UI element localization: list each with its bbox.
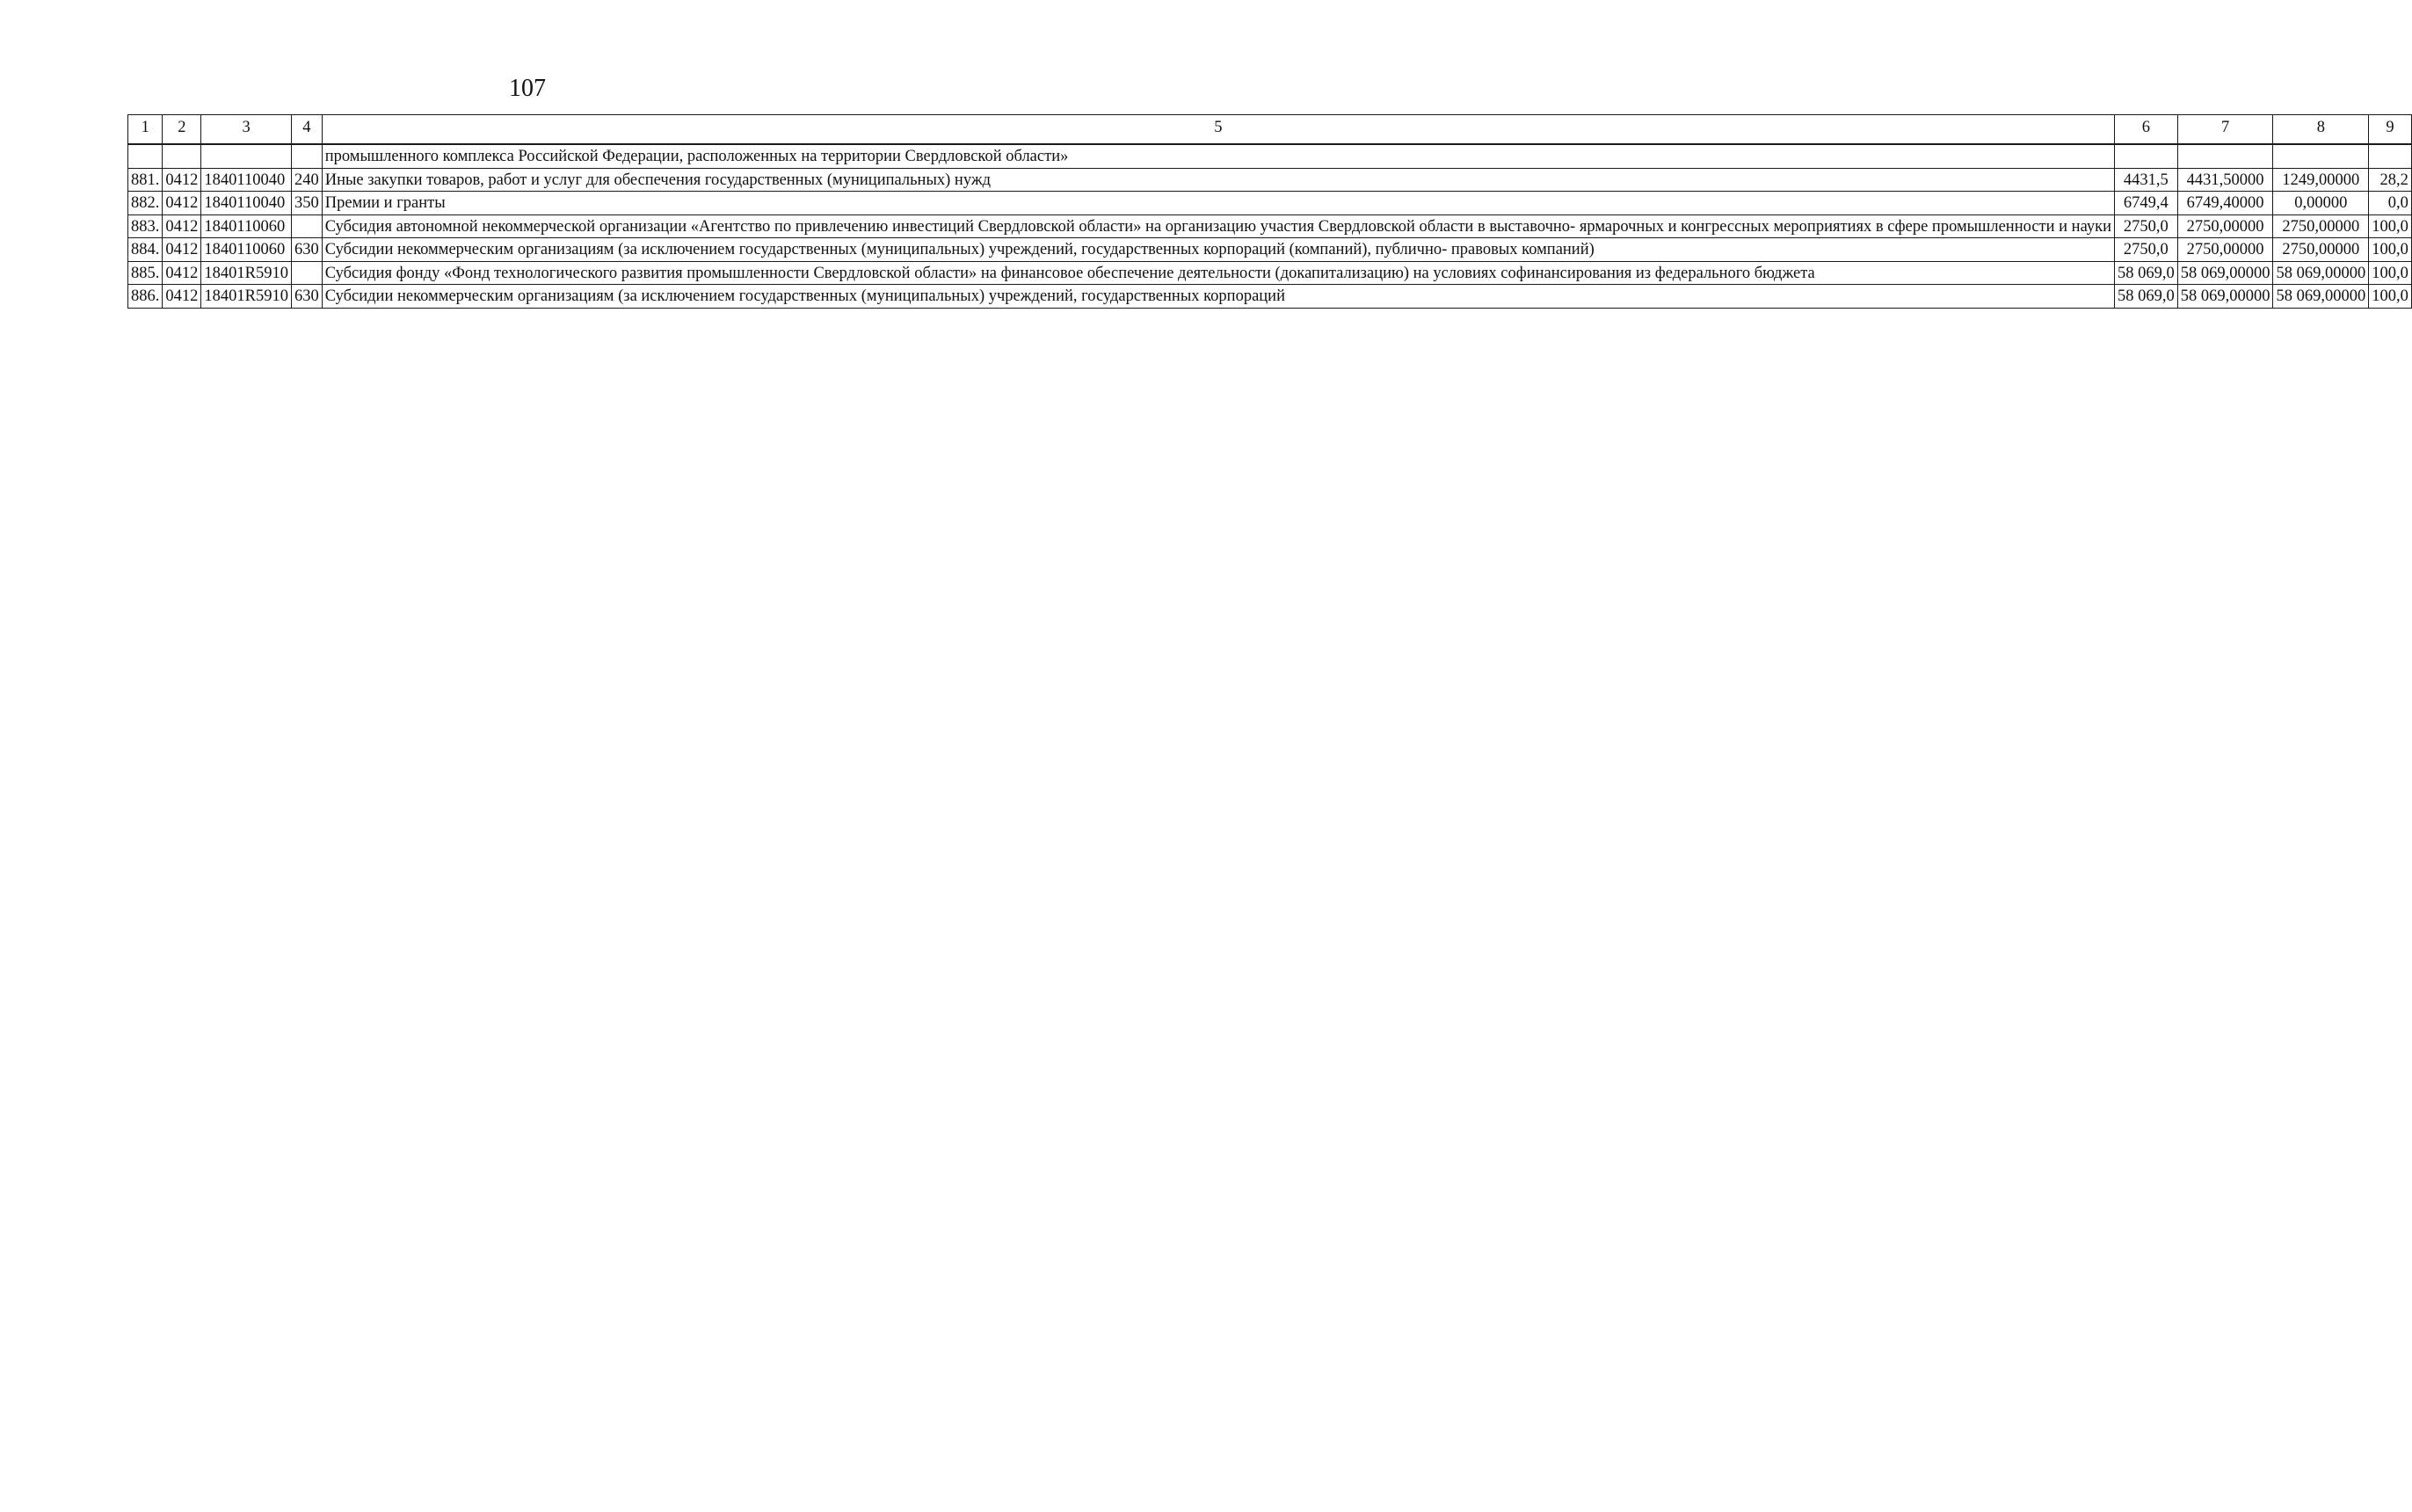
target-article-code: 1840110040 bbox=[201, 168, 292, 192]
table-row-882 bbox=[128, 192, 2412, 215]
item-name: Субсидии некоммерческим организациям (за исключением государственных (муниципальных) учреждений, государственных корпораций (компаний), публично- правовых компаний) bbox=[322, 238, 2114, 262]
expense-type-code bbox=[291, 261, 322, 285]
value-col-7: 4431,50000 bbox=[2177, 168, 2273, 192]
section-code: 0412 bbox=[163, 192, 201, 215]
item-name: промышленного комплекса Российской Федерации, расположенных на территории Свердловской области» bbox=[322, 144, 2114, 168]
item-name: Субсидия фонду «Фонд технологического развития промышленности Свердловской области» на финансовое обеспечение деятельности (докапитализацию) на условиях софинансирования из федерального бюджета bbox=[322, 261, 2114, 285]
expense-type-code bbox=[291, 144, 322, 168]
section-code bbox=[163, 144, 201, 168]
value-col-9: 100,0 bbox=[2369, 214, 2412, 238]
item-name: Премии и гранты bbox=[322, 192, 2114, 215]
header-cell-5: 5 bbox=[322, 115, 2114, 145]
value-col-7: 2750,00000 bbox=[2177, 238, 2273, 262]
section-code: 0412 bbox=[163, 285, 201, 309]
value-col-6: 2750,0 bbox=[2114, 214, 2177, 238]
header-cell-7: 7 bbox=[2177, 115, 2273, 145]
value-col-7: 6749,40000 bbox=[2177, 192, 2273, 215]
target-article-code: 1840110040 bbox=[201, 192, 292, 215]
value-col-6: 58 069,0 bbox=[2114, 285, 2177, 309]
value-col-6: 58 069,0 bbox=[2114, 261, 2177, 285]
expense-type-code: 630 bbox=[291, 238, 322, 262]
table-header bbox=[128, 115, 2412, 145]
item-name: Субсидии некоммерческим организациям (за исключением государственных (муниципальных) учреждений, государственных корпораций bbox=[322, 285, 2114, 309]
header-row bbox=[128, 115, 2412, 145]
target-article-code: 1840110060 bbox=[201, 214, 292, 238]
table-row-continuation bbox=[128, 144, 2412, 168]
header-cell-6: 6 bbox=[2114, 115, 2177, 145]
row-number: 883. bbox=[128, 214, 163, 238]
page-number: 107 bbox=[509, 75, 546, 102]
item-name: Субсидия автономной некоммерческой организации «Агентство по привлечению инвестиций Свердловской области» на организацию участия Свердловской области в выставочно- ярмарочных и конгрессных мероприятиях в сфере промышленности и науки bbox=[322, 214, 2114, 238]
header-cell-9: 9 bbox=[2369, 115, 2412, 145]
target-article-code: 18401R5910 bbox=[201, 261, 292, 285]
item-name: Иные закупки товаров, работ и услуг для обеспечения государственных (муниципальных) нужд bbox=[322, 168, 2114, 192]
row-number: 881. bbox=[128, 168, 163, 192]
value-col-8: 58 069,00000 bbox=[2273, 261, 2369, 285]
value-col-7 bbox=[2177, 144, 2273, 168]
value-col-7: 58 069,00000 bbox=[2177, 285, 2273, 309]
row-number: 886. bbox=[128, 285, 163, 309]
expense-type-code: 350 bbox=[291, 192, 322, 215]
table-row-885 bbox=[128, 261, 2412, 285]
table-row-883 bbox=[128, 214, 2412, 238]
value-col-6: 6749,4 bbox=[2114, 192, 2177, 215]
target-article-code: 1840110060 bbox=[201, 238, 292, 262]
value-col-8: 0,00000 bbox=[2273, 192, 2369, 215]
section-code: 0412 bbox=[163, 238, 201, 262]
value-col-8 bbox=[2273, 144, 2369, 168]
section-code: 0412 bbox=[163, 168, 201, 192]
row-number: 885. bbox=[128, 261, 163, 285]
row-number bbox=[128, 144, 163, 168]
value-col-8: 2750,00000 bbox=[2273, 214, 2369, 238]
value-col-7: 2750,00000 bbox=[2177, 214, 2273, 238]
value-col-7: 58 069,00000 bbox=[2177, 261, 2273, 285]
value-col-8: 2750,00000 bbox=[2273, 238, 2369, 262]
header-cell-2: 2 bbox=[163, 115, 201, 145]
target-article-code bbox=[201, 144, 292, 168]
target-article-code: 18401R5910 bbox=[201, 285, 292, 309]
value-col-9: 0,0 bbox=[2369, 192, 2412, 215]
header-cell-3: 3 bbox=[201, 115, 292, 145]
value-col-6: 4431,5 bbox=[2114, 168, 2177, 192]
value-col-9: 100,0 bbox=[2369, 261, 2412, 285]
expense-type-code bbox=[291, 214, 322, 238]
row-number: 884. bbox=[128, 238, 163, 262]
value-col-9: 100,0 bbox=[2369, 238, 2412, 262]
header-cell-8: 8 bbox=[2273, 115, 2369, 145]
value-col-6 bbox=[2114, 144, 2177, 168]
header-cell-1: 1 bbox=[128, 115, 163, 145]
value-col-6: 2750,0 bbox=[2114, 238, 2177, 262]
budget-table bbox=[127, 114, 2412, 309]
expense-type-code: 630 bbox=[291, 285, 322, 309]
header-cell-4: 4 bbox=[291, 115, 322, 145]
table-body bbox=[128, 144, 2412, 308]
table-row-884 bbox=[128, 238, 2412, 262]
value-col-9: 28,2 bbox=[2369, 168, 2412, 192]
value-col-8: 58 069,00000 bbox=[2273, 285, 2369, 309]
expense-type-code: 240 bbox=[291, 168, 322, 192]
value-col-9: 100,0 bbox=[2369, 285, 2412, 309]
table-row-886 bbox=[128, 285, 2412, 309]
value-col-8: 1249,00000 bbox=[2273, 168, 2369, 192]
section-code: 0412 bbox=[163, 214, 201, 238]
section-code: 0412 bbox=[163, 261, 201, 285]
value-col-9 bbox=[2369, 144, 2412, 168]
row-number: 882. bbox=[128, 192, 163, 215]
table-row-881 bbox=[128, 168, 2412, 192]
